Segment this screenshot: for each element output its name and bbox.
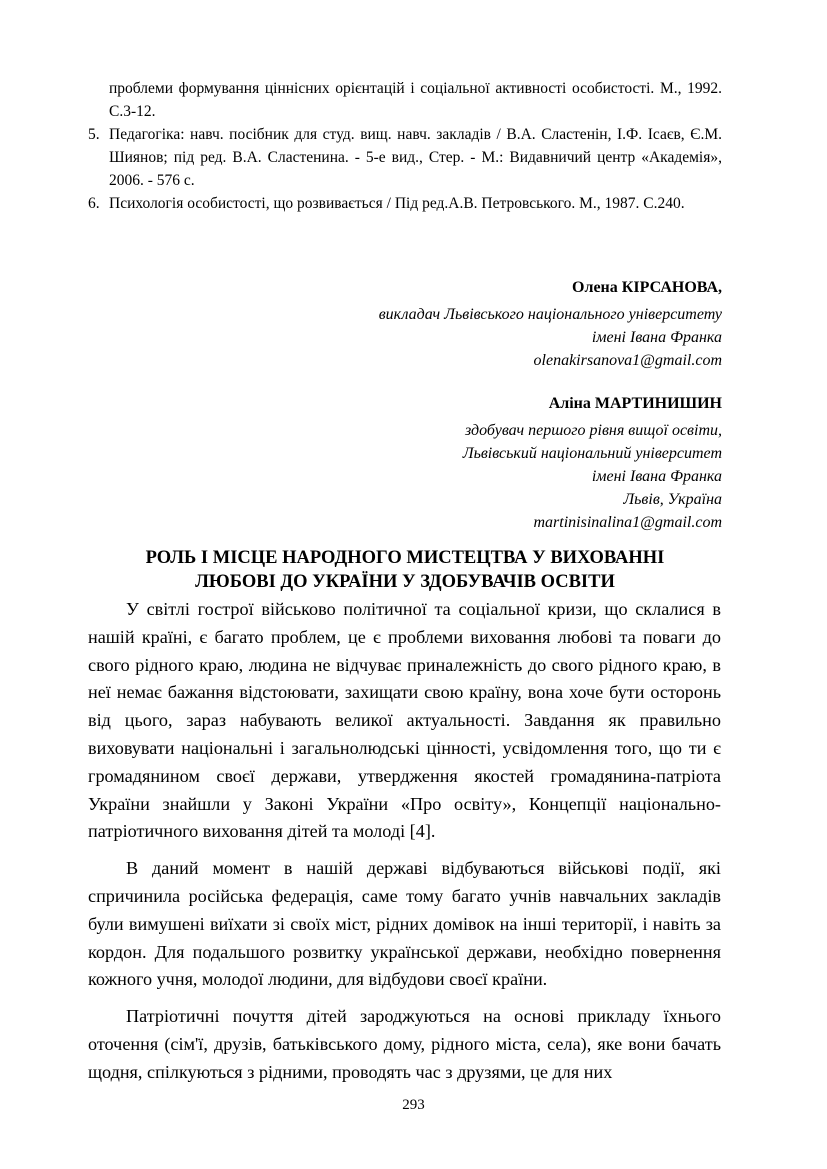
- author-block-kirsanova: [379, 276, 722, 372]
- author-position: здобувач першого рівня вищої освіти,: [464, 422, 722, 439]
- article-body: [88, 596, 721, 1087]
- author-email: olenakirsanova1@gmail.com: [533, 352, 722, 369]
- author-location: Львів, Україна: [623, 491, 722, 508]
- author-block-martynyshyn: [463, 392, 722, 534]
- author-email: martinisinalina1@gmail.com: [533, 514, 722, 531]
- body-paragraph: В даний момент в нашій державі відбуваються військові події, які спричинила російська федерація, саме тому багато учнів навчальних закладів були вимушені виїхати зі своїх міст, рідних домівок на інші території, і навіть за кордон. Для подальшого розвитку української держави, необхідно повернення кожного учня, молодої людини, для відбудови своєї країни.: [88, 858, 721, 990]
- body-paragraph: Патріотичні почуття дітей зароджуються на основі прикладу їхнього оточення (сім'ї, друзів, батьківського дому, рідного міста, села), яке вони бачать щодня, спілкуються з рідними, проводять час з друзями, це для них: [88, 1006, 721, 1082]
- author-name: Олена КІРСАНОВА,: [572, 279, 722, 296]
- author-affiliation: Львівський національний університет: [462, 445, 722, 462]
- reference-item: [88, 123, 722, 192]
- article-title-line: ЛЮБОВІ ДО УКРАЇНИ У ЗДОБУВАЧІВ ОСВІТИ: [195, 572, 615, 592]
- reference-item: [88, 192, 722, 215]
- page-number: 293: [402, 1097, 425, 1113]
- reference-list: [88, 77, 722, 215]
- author-affiliation: імені Івана Франка: [591, 468, 722, 485]
- author-name: Аліна МАРТИНИШИН: [548, 395, 722, 412]
- reference-text: Психологія особистості, що розвивається / Під ред.А.В. Петровського. М., 1987. С.240.: [109, 195, 685, 212]
- article-title-line: РОЛЬ І МІСЦЕ НАРОДНОГО МИСТЕЦТВА У ВИХОВАННІ: [145, 548, 665, 568]
- body-paragraph: У світлі гострої військово політичної та соціальної кризи, що склалися в нашій країні, є багато проблем, це є проблеми виховання любові та поваги до свого рідного краю, людина не відчуває приналежність до свого рідного краю, в неї немає бажання відстоювати, захищати свою країну, вона хоче бути осторонь від цього, зараз набувають великої актуальності. Завдання як правильно виховувати національні і загальнолюдські цінності, усвідомлення того, що ти є громадянином своєї держави, утвердження якостей громадянина-патріота України знайшли у Законі України «Про освіту», Концепції національно-патріотичного виховання дітей та молоді [4].: [88, 599, 721, 842]
- article-title: [80, 546, 730, 594]
- reference-continuation: проблеми формування ціннісних орієнтацій і соціальної активності особистості. М., 1992. С.3-12.: [109, 80, 722, 120]
- author-affiliation: імені Івана Франка: [591, 329, 722, 346]
- author-position: викладач Львівського національного університету: [378, 306, 722, 323]
- reference-number: 6.: [88, 195, 100, 212]
- reference-number: 5.: [88, 126, 100, 143]
- reference-text: Педагогіка: навч. посібник для студ. вищ. навч. закладів / В.А. Сластенін, І.Ф. Ісаєв, Є.М. Шиянов; під ред. В.А. Сластенина. - 5-е вид., Стер. - М.: Видавничий центр «Академія», 2006. - 576 с.: [109, 126, 722, 189]
